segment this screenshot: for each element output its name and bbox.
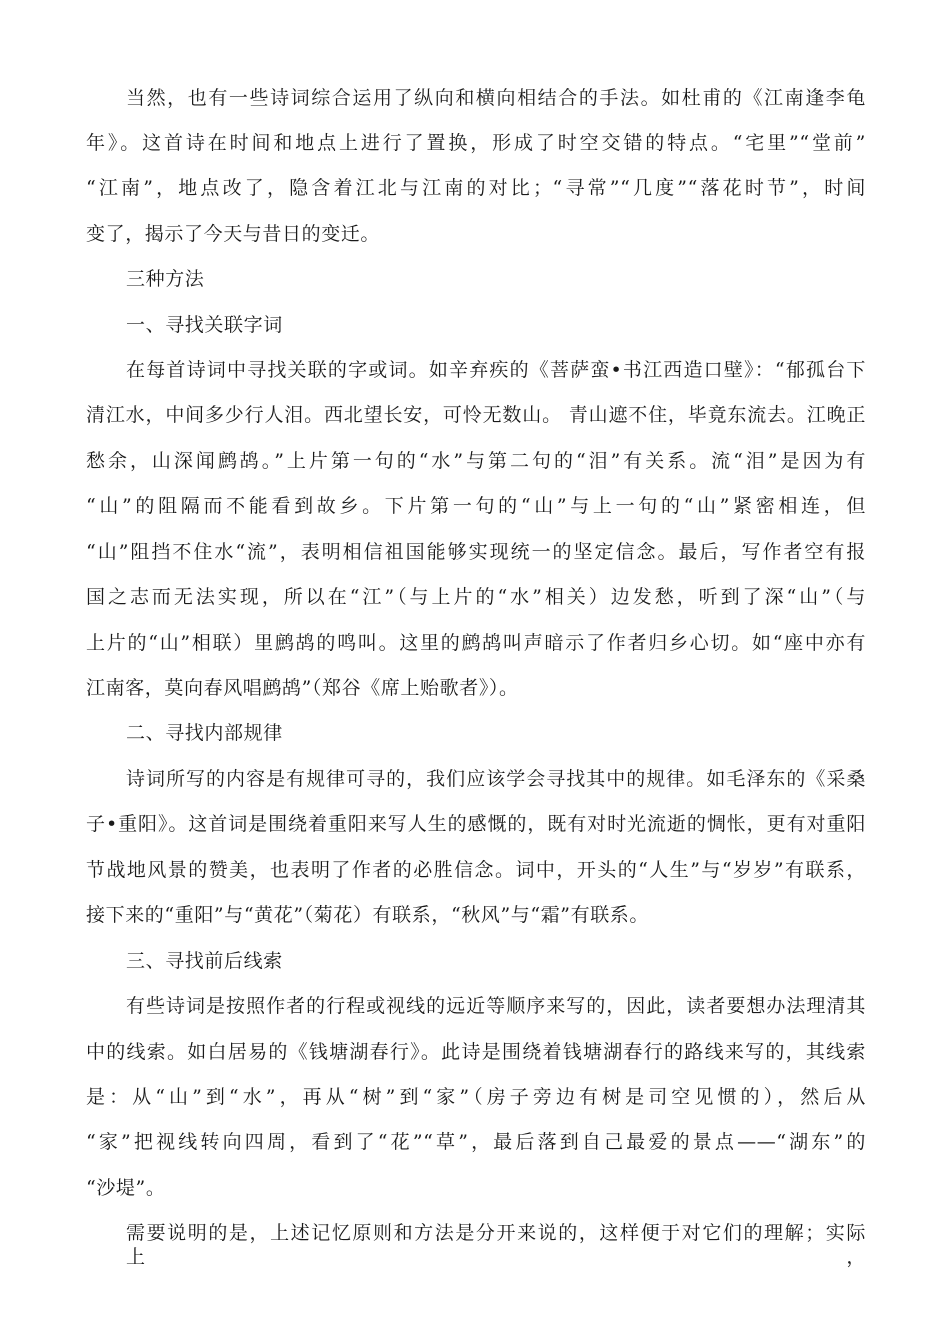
- text-line: 清江水，中间多少行人泪。西北望长安，可怜无数山。 青山遮不住，毕竟东流去。江晚正: [86, 404, 866, 426]
- text-line: “家”把视线转向四周，看到了“花”“草”，最后落到自己最爱的景点——“湖东”的: [86, 1131, 866, 1153]
- text-line: 接下来的“重阳”与“黄花”（菊花）有联系，“秋风”与“霜”有联系。: [86, 904, 650, 926]
- text-line: 愁余，山深闻鹧鸪。”上片第一句的“水”与第二句的“泪”有关系。流“泪”是因为有: [86, 450, 866, 472]
- subsection-heading: 二、寻找内部规律: [126, 722, 283, 744]
- text-line: 是：从“山”到“水”，再从“树”到“家”（房子旁边有树是司空见惯的），然后从: [86, 1086, 866, 1108]
- subsection-heading: 一、寻找关联字词: [126, 314, 283, 336]
- text-line: “江南”，地点改了，隐含着江北与江南的对比；“寻常”“几度”“落花时节”，时间: [86, 177, 866, 199]
- text-line: 变了，揭示了今天与昔日的变迁。: [86, 223, 381, 245]
- text-line: “沙堤”。: [86, 1177, 166, 1199]
- text-line: 子•重阳》。这首词是围绕着重阳来写人生的感慨的，既有对时光流逝的惆怅，更有对重阳: [86, 813, 866, 835]
- text-line: 当然，也有一些诗词综合运用了纵向和横向相结合的手法。如杜甫的《江南逢李龟: [126, 87, 866, 109]
- text-line: 需要说明的是，上述记忆原则和方法是分开来说的，这样便于对它们的理解；实际上，: [126, 1222, 866, 1268]
- text-line: 节战地风景的赞美，也表明了作者的必胜信念。词中，开头的“人生”与“岁岁”有联系，: [86, 859, 866, 881]
- section-heading: 三种方法: [126, 268, 205, 290]
- text-line: 江南客，莫向春风唱鹧鸪”（郑谷《席上贻歌者》）。: [86, 677, 519, 699]
- text-line: 国之志而无法实现，所以在“江”（与上片的“水”相关）边发愁，听到了深“山”（与: [86, 586, 866, 608]
- text-line: 在每首诗词中寻找关联的字或词。如辛弃疾的《菩萨蛮•书江西造口壁》：“郁孤台下: [126, 359, 866, 381]
- text-line: “山”的阻隔而不能看到故乡。下片第一句的“山”与上一句的“山”紧密相连，但: [86, 495, 866, 517]
- text-line: 诗词所写的内容是有规律可寻的，我们应该学会寻找其中的规律。如毛泽东的《采桑: [126, 768, 866, 790]
- text-line: 年》。这首诗在时间和地点上进行了置换，形成了时空交错的特点。“宅里”“堂前”: [86, 132, 866, 154]
- text-line: 中的线索。如白居易的《钱塘湖春行》。此诗是围绕着钱塘湖春行的路线来写的，其线索: [86, 1041, 866, 1063]
- text-line: 上片的“山”相联）里鹧鸪的鸣叫。这里的鹧鸪叫声暗示了作者归乡心切。如“座中亦有: [86, 632, 866, 654]
- text-line: 有些诗词是按照作者的行程或视线的远近等顺序来写的，因此，读者要想办法理清其: [126, 995, 866, 1017]
- text-line: “山”阻挡不住水“流”，表明相信祖国能够实现统一的坚定信念。最后，写作者空有报: [86, 541, 866, 563]
- subsection-heading: 三、寻找前后线索: [126, 950, 283, 972]
